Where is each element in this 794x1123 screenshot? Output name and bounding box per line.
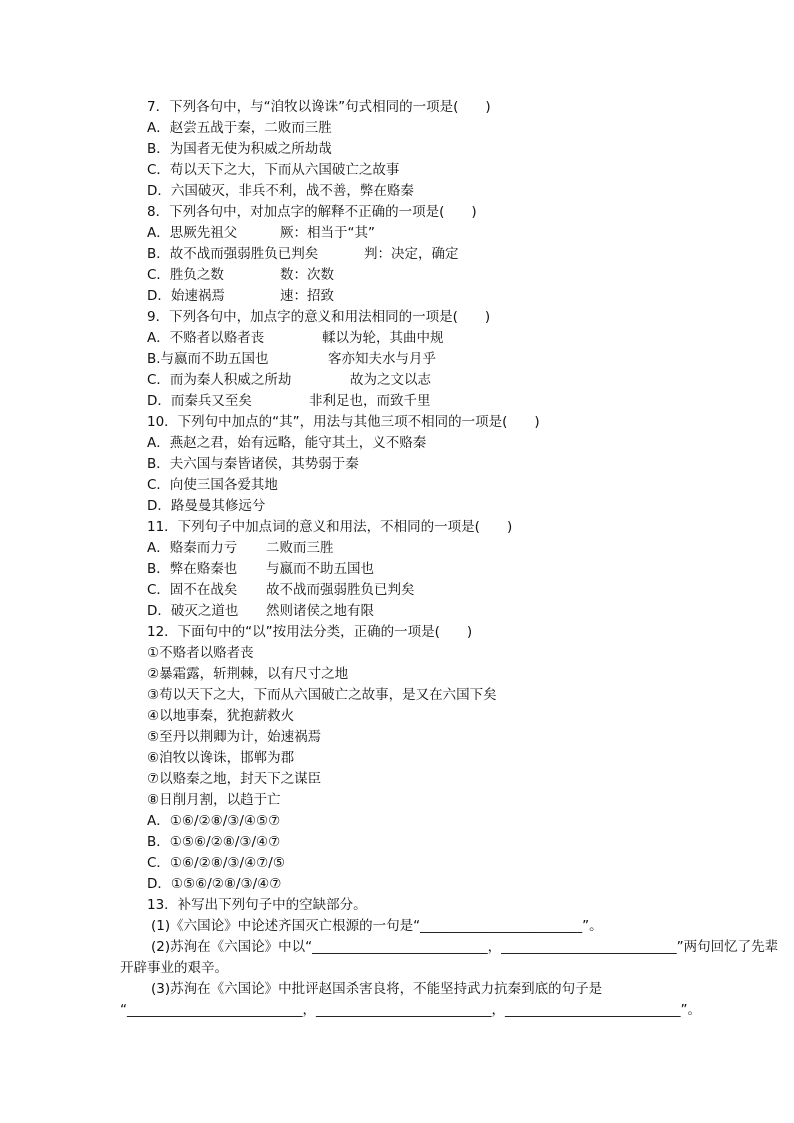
q8-option-d: [147, 287, 334, 305]
q8-option-b-gloss: 判：决定，确定: [364, 246, 459, 262]
q11-option-a: [147, 539, 334, 557]
q13-stem: 13．补写出下列句子中的空缺部分。: [147, 897, 367, 913]
q10-option-b: B．夫六国与秦皆诸侯，其势弱于秦: [147, 456, 359, 472]
q10-option-d: D．路曼曼其修远兮: [147, 498, 266, 514]
q11-option-d: [147, 602, 374, 620]
q8-option-a: [147, 224, 375, 242]
q7-option-a: A．赵尝五战于秦，二败而三胜: [147, 120, 332, 136]
q8-stem: 8．下列各句中，对加点字的解释不正确的一项是( ): [147, 204, 477, 220]
q13-part-2-line-1: (2)苏洵在《六国论》中以“__________________________，__________________________”两句回忆了先辈: [151, 939, 779, 955]
q7-option-d: D．六国破灭，非兵不利，战不善，弊在赂秦: [147, 183, 414, 199]
q12-option-a: A．①⑥/②⑧/③/④⑤⑦: [147, 813, 281, 829]
q9-option-c-sentence: C．而为秦人积威之所劫: [147, 372, 292, 388]
q9-option-a-compare: 輮以为轮，其曲中规: [322, 330, 444, 346]
q8-option-c: [147, 266, 334, 284]
q13-part-3-line-2: “__________________________，__________________________，__________________________”。: [120, 1002, 701, 1018]
q13-part-3-line-1: (3)苏洵在《六国论》中批评赵国杀害良将，不能坚持武力抗秦到底的句子是: [151, 981, 603, 997]
q11-option-d-compare: 然则诸侯之地有限: [266, 603, 374, 619]
q8-option-d-sentence: D．始速祸焉: [147, 288, 225, 304]
q12-item-8: ⑧日削月割，以趋于亡: [147, 792, 281, 808]
q9-option-b-sentence: B.与嬴而不助五国也: [147, 351, 269, 367]
q11-option-a-sentence: A．赂秦而力亏: [147, 540, 238, 556]
q12-item-1: ①不赂者以赂者丧: [147, 645, 254, 661]
q9-option-c-compare: 故为之文以志: [350, 372, 431, 388]
q13-part-2-line-2: 开辟事业的艰辛。: [120, 960, 228, 976]
q12-item-5: ⑤至丹以荆卿为计，始速祸焉: [147, 729, 322, 745]
q9-option-c: [147, 371, 431, 389]
q8-option-c-gloss: 数：次数: [280, 267, 334, 283]
q9-option-b-compare: 客亦知夫水与月乎: [328, 351, 436, 367]
q12-stem: 12．下面句中的“以”按用法分类，正确的一项是( ): [147, 624, 473, 640]
q8-option-d-gloss: 速：招致: [280, 288, 334, 304]
q10-option-c: C．向使三国各爱其地: [147, 477, 278, 493]
q9-option-b: [147, 350, 436, 368]
q9-option-a-sentence: A．不赂者以赂者丧: [147, 330, 265, 346]
q9-option-d-compare: 非利足也，而致千里: [309, 393, 431, 409]
q11-option-a-compare: 二败而三胜: [266, 540, 334, 556]
q12-item-4: ④以地事秦，犹抱薪救火: [147, 708, 295, 724]
q8-option-b: [147, 245, 459, 263]
q11-option-c-sentence: C．固不在战矣: [147, 582, 238, 598]
q12-item-2: ②暴霜露，斩荆棘，以有尺寸之地: [147, 666, 349, 682]
q12-option-b: B．①⑤⑥/②⑧/③/④⑦: [147, 834, 281, 850]
q10-option-a: A．燕赵之君，始有远略，能守其土，义不赂秦: [147, 435, 427, 451]
q9-option-d: [147, 392, 431, 410]
q11-stem: 11．下列句子中加点词的意义和用法，不相同的一项是( ): [147, 519, 513, 535]
q12-item-7: ⑦以赂秦之地，封天下之谋臣: [147, 771, 322, 787]
q12-option-c: C．①⑥/②⑧/③/④⑦/⑤: [147, 855, 285, 871]
q11-option-b: [147, 560, 374, 578]
q9-stem: 9．下列各句中，加点字的意义和用法相同的一项是( ): [147, 309, 491, 325]
q11-option-b-compare: 与嬴而不助五国也: [266, 561, 374, 577]
q8-option-a-sentence: A．思厥先祖父: [147, 225, 238, 241]
q7-stem: 7．下列各句中，与“洎牧以谗诛”句式相同的一项是( ): [147, 99, 491, 115]
q13-part-1: (1)《六国论》中论述齐国灭亡根源的一句是“________________________”。: [151, 918, 603, 934]
q12-item-3: ③苟以天下之大，下而从六国破亡之故事，是又在六国下矣: [147, 687, 497, 703]
q8-option-b-sentence: B．故不战而强弱胜负已判矣: [147, 246, 319, 262]
q11-option-b-sentence: B．弊在赂秦也: [147, 561, 238, 577]
q11-option-d-sentence: D．破灭之道也: [147, 603, 239, 619]
q11-option-c-compare: 故不战而强弱胜负已判矣: [266, 582, 415, 598]
q8-option-a-gloss: 厥：相当于“其”: [280, 225, 375, 241]
q10-stem: 10．下列句中加点的“其”，用法与其他三项不相同的一项是( ): [147, 414, 540, 430]
q11-option-c: [147, 581, 415, 599]
q12-item-6: ⑥洎牧以谗诛，邯郸为郡: [147, 750, 295, 766]
q8-option-c-sentence: C．胜负之数: [147, 267, 224, 283]
q12-option-d: D．①⑤⑥/②⑧/③/④⑦: [147, 876, 282, 892]
q9-option-a: [147, 329, 444, 347]
q9-option-d-sentence: D．而秦兵又至矣: [147, 393, 252, 409]
q7-option-b: B．为国者无使为积威之所劫哉: [147, 141, 332, 157]
q7-option-c: C．苟以天下之大，下而从六国破亡之故事: [147, 162, 400, 178]
